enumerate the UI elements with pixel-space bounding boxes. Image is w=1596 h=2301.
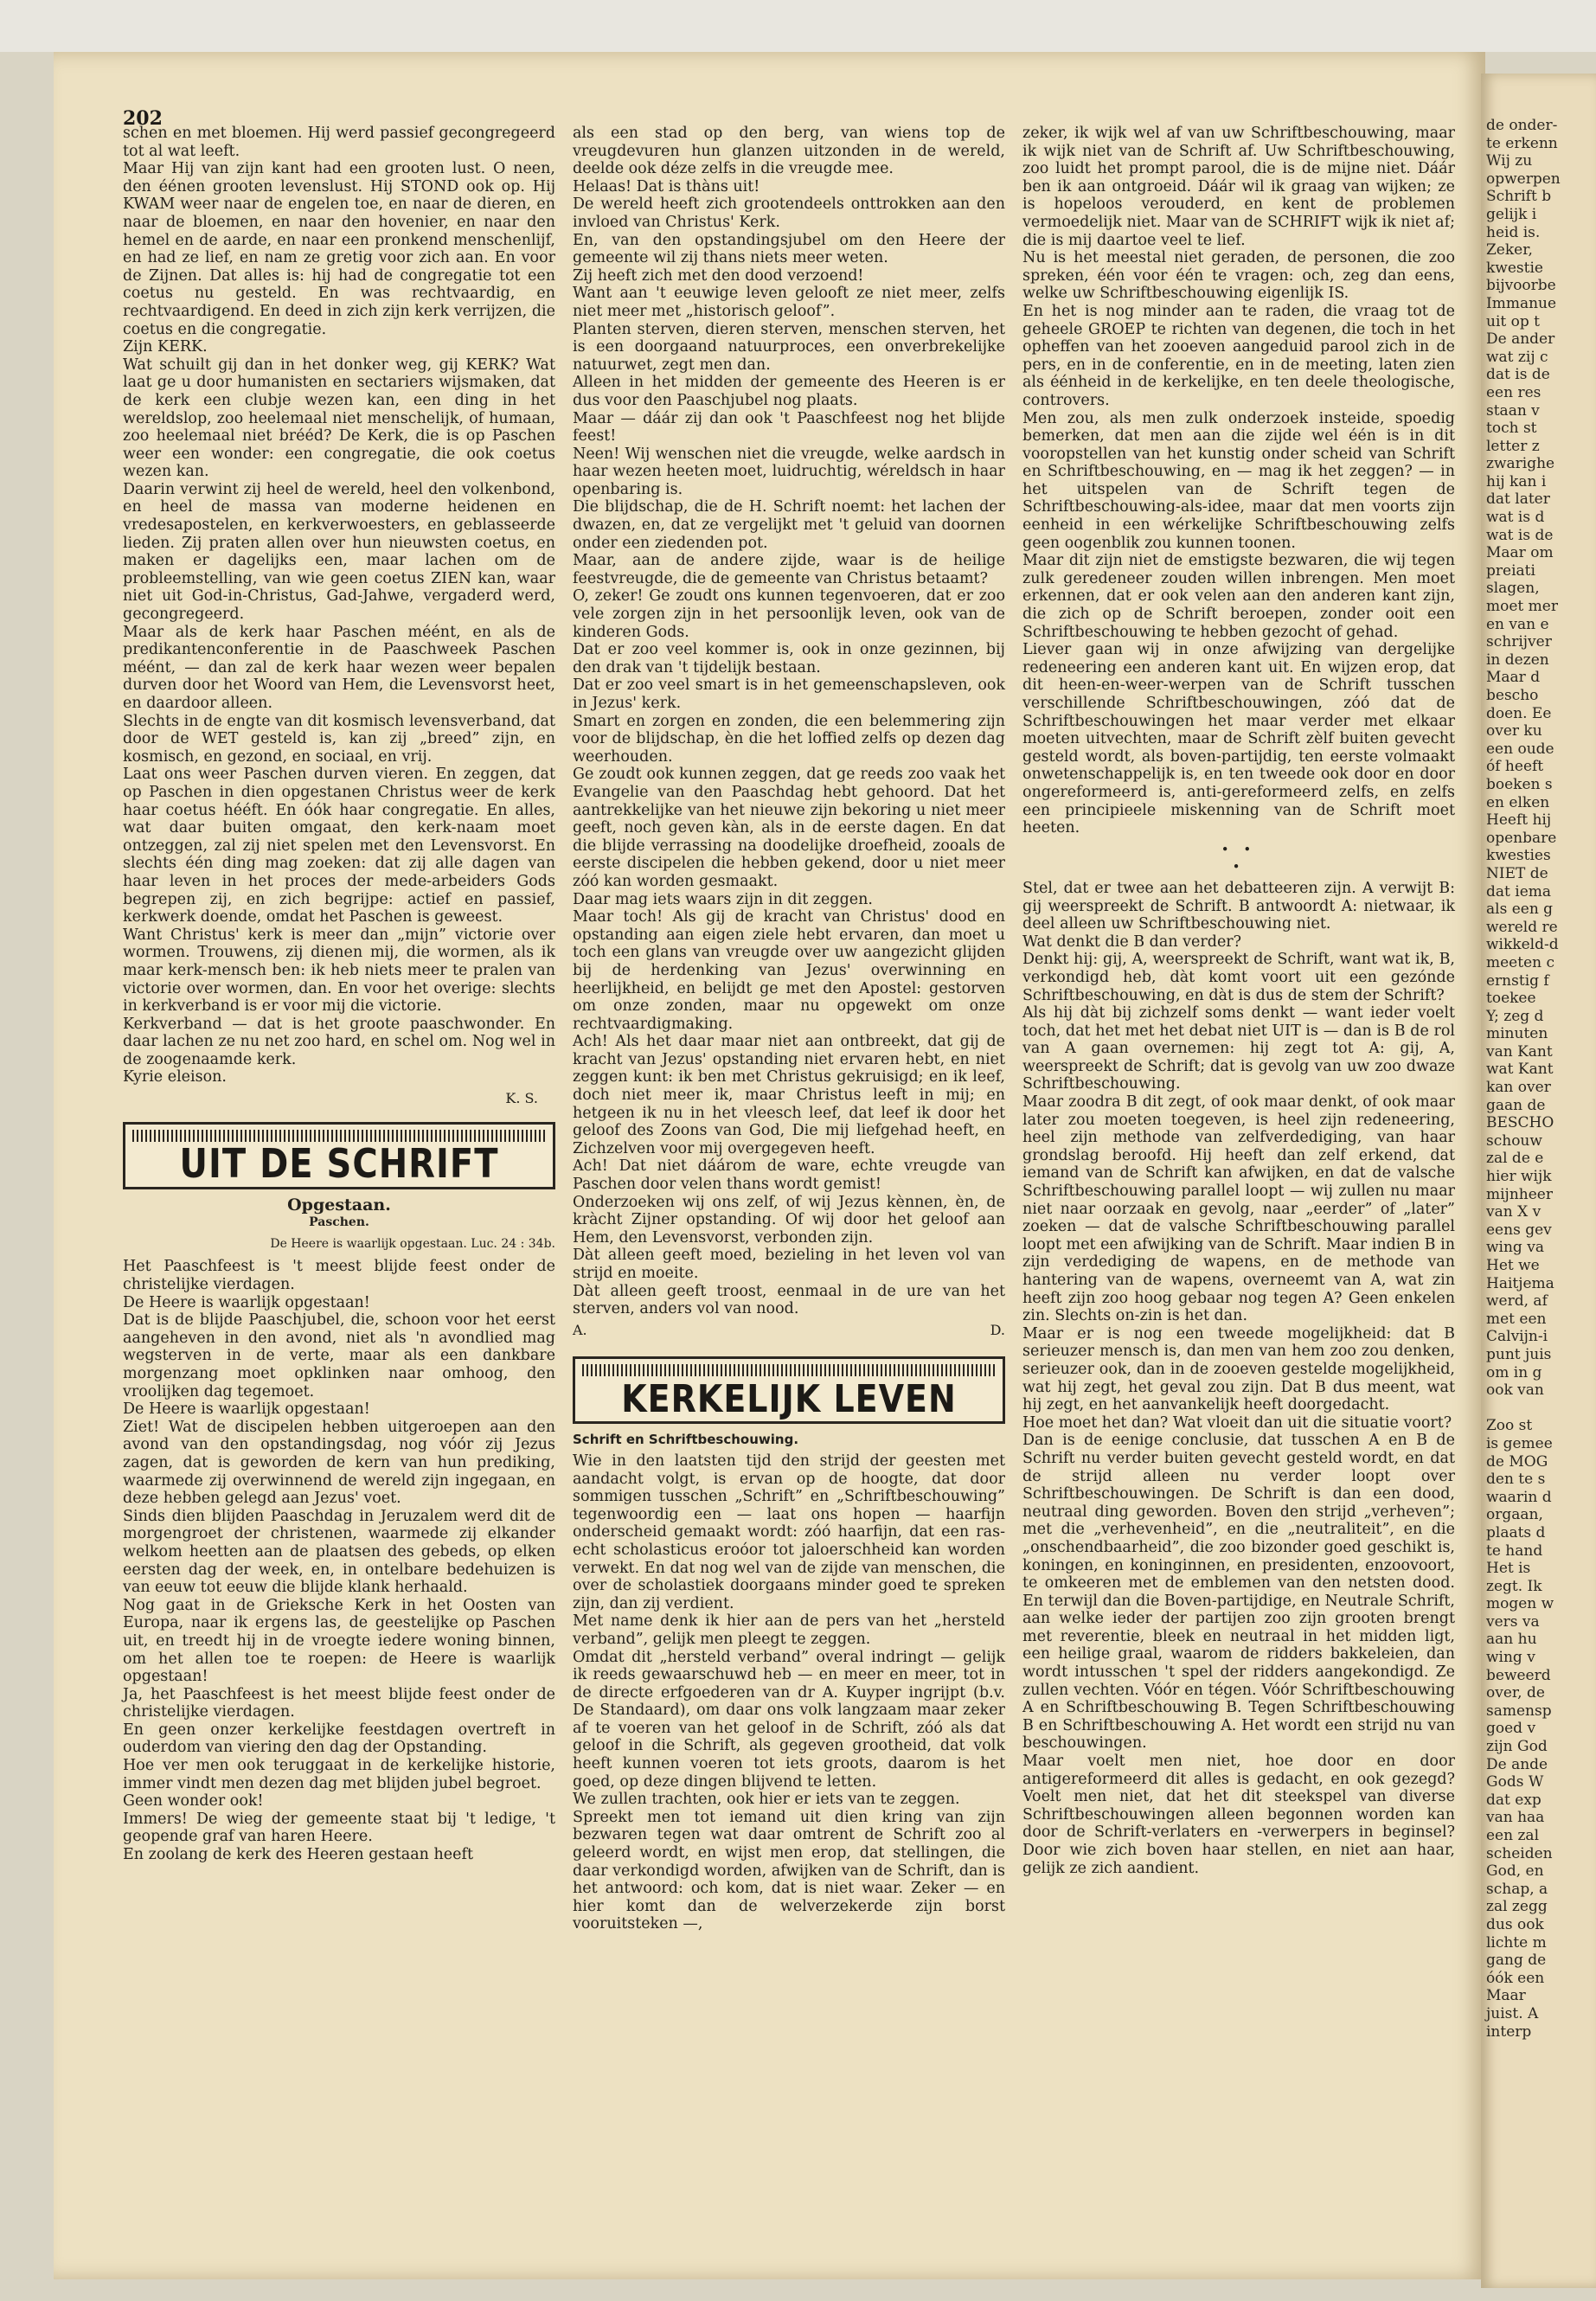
column-1-text	[123, 125, 555, 1086]
paragraph: Hoe moet het dan? Wat vloeit dan uit die situatie voort?	[1022, 1413, 1452, 1432]
paragraph: Dan is de eenige conclusie, dat tusschen A en B de Schrift nu verder buiten gevecht gesteld wordt, en dat de strijd alleen nu verder loopt over Schriftbeschouwingen. De Schrift is dan een dood, neutraal ding geworden. Boven den strijd „verheven”; met die „verhevenheid”, en die „neutraliteit”, en die „onschendbaarheid”, die zoo bizonder goed geschikt is, koningen, en koninginnen, en presidenten, enzoovoort, te omkeeren met de emblemen van den netsten dood. En terwijl dan die Boven-partijdige, en Neutrale Schrift, aan welke ieder der partijen zoo zijn grooten brengt met reverentie, bleek en neutraal in het midden ligt, een heilige graal, waarom de ridders bakkeleien, dan wordt intusschen 't spel der ridders aangekondigd. Ze zullen vechten. Vóór en tégen. Vóór Schriftbeschouwing A en Schriftbeschouwing B. Tegen Schriftbeschouwing B en Schriftbeschouwing A. Het wordt een strijd nu van beschouwingen.	[1022, 1432, 1455, 1753]
adjacent-page-line: God, en	[1486, 1862, 1544, 1881]
column-1	[123, 125, 555, 1864]
paragraph: Immers! De wieg der gemeente staat bij 't ledige, 't geopende graf van haren Heere.	[123, 1810, 555, 1846]
adjacent-page-line: zijn God	[1486, 1738, 1548, 1756]
adjacent-page-line: óf heeft	[1486, 758, 1544, 776]
adjacent-page-line: een oude	[1486, 740, 1554, 758]
paragraph: Laat ons weer Paschen durven vieren. En zeggen, dat op Paschen in dien opgestanen Christus weer de kerk haar coetus hééft. En óók haar congregatie. En alles, wat daar buiten omgaat, den kerk-naam moet ontzeggen, zal zij niet spelen met den Levensvorst. En slechts één ding mag zoeken: dat zij alle dagen van haar leven in het proces der mede-arbeiders Gods begrepen zij, en zich begrijpe: actief en passief, kerkwerk doende, omdat het Paschen is geweest.	[123, 766, 555, 926]
section-banner-kerkelijk-leven	[573, 1356, 1005, 1424]
adjacent-page-line: Zeker,	[1486, 241, 1533, 260]
paragraph: Hoe ver men ook teruggaat in de kerkelijke historie, immer vindt men dezen dag met blijden jubel begroet.	[123, 1757, 555, 1792]
adjacent-page-line: schouw	[1486, 1131, 1542, 1150]
paragraph: Maar voelt men niet, hoe door en door antigereformeerd dit alles is gedacht, en ook gezegd? Voelt men niet, dat het dit steekspel van diverse Schriftbeschouwingen alleen begonnen worden kan door de Schrift-verlaters en -verwerpers in beginsel? Door wie zich boven haar stellen, en niet aan haar, gelijk ze zich aandient.	[1022, 1753, 1455, 1877]
paragraph: als een stad op den berg, van wiens top de vreugdevuren hun glanzen uitzonden in de wereld, deelde ook déze zelfs in die vreugde mee.	[573, 125, 1005, 178]
adjacent-page-line: goed v	[1486, 1720, 1536, 1738]
paragraph: Spreekt men tot iemand uit dien kring van zijn bezwaren tegen wat daar omtrent de Schrift zoo al geleerd wordt, en wijst men erop, dat stellingen, die daar verkondigd worden, afwijken van de Schrift, dan is het antwoord: och kom, dat is niet waar. Zeker — en hier komt dan de welverzekerde zijn borst vooruitsteken —,	[573, 1808, 1005, 1933]
adjacent-page-line: gelijk i	[1486, 205, 1537, 223]
adjacent-page-line: over, de	[1486, 1684, 1545, 1702]
adjacent-page-line: met een	[1486, 1310, 1547, 1328]
adjacent-page-line: is gemee	[1486, 1434, 1553, 1452]
paragraph: De Heere is waarlijk opgestaan!	[123, 1400, 370, 1419]
adjacent-page-line: de MOG	[1486, 1452, 1548, 1471]
adjacent-page-line: mogen w	[1486, 1595, 1554, 1613]
paragraph: En geen onzer kerkelijke feestdagen overtreft in ouderdom van viering den dag der Opstanding.	[123, 1721, 555, 1757]
adjacent-page-line: en van e	[1486, 615, 1549, 633]
newspaper-page	[54, 52, 1485, 2279]
paragraph: Helaas! Dat is thàns uit!	[573, 177, 760, 195]
adjacent-page-line: een res	[1486, 383, 1542, 401]
adjacent-page-line: zegt. Ik	[1486, 1577, 1542, 1595]
paragraph: Maar toch! Als gij de kracht van Christus' dood en opstanding aan eigen ziele hebt ervaren, dan moet u toch een glans van vreugde over uw aangezicht glijden bij de herdenking van Jezus' overwinning en heerlijkheid, en belijdt ge met den Apostel: gestorven om onze zonden, maar nu opgewekt om onze rechtvaardigmaking.	[573, 908, 1005, 1033]
adjacent-page-line: Het is	[1486, 1560, 1531, 1578]
signature-left: A.	[573, 1321, 587, 1338]
adjacent-page-line: te hand	[1486, 1541, 1543, 1560]
paragraph: Want aan 't eeuwige leven gelooft ze niet meer, zelfs niet meer met „historisch geloof”.	[573, 285, 1005, 320]
adjacent-page-line: juist. A	[1486, 2004, 1539, 2022]
column-3-text-2	[1022, 880, 1455, 1877]
adjacent-page-line: samensp	[1486, 1702, 1552, 1720]
paragraph: O, zeker! Ge zoudt ons kunnen tegenvoeren, dat er zoo vele zorgen zijn in het persoonlijk leven, ook van de kinderen Gods.	[573, 587, 1005, 641]
adjacent-page-line: moet mer	[1486, 598, 1558, 616]
signature-right: D.	[990, 1321, 1005, 1338]
adjacent-page-line: Y; zeg d	[1486, 1007, 1544, 1025]
paragraph: Ge zoudt ook kunnen zeggen, dat ge reeds zoo vaak het Evangelie van den Paaschdag hebt gehoord. Dat het aantrekkelijke van het nieuwe zijn bekoring u niet meer geeft, noch geven kàn, als in de eerste dagen. En dat die blijde verrassing na doodelijke droefheid, zooals de eerste discipelen die hebben gekend, door u niet meer zóó kan worden gesmaakt.	[573, 766, 1005, 890]
article-heading: Opgestaan.	[287, 1195, 391, 1215]
paragraph: Want Christus' kerk is meer dan „mijn” victorie over wormen. Trouwens, zij dienen mij, die wormen, als ik maar kerk-mensch ben: ik heb niets meer te pralen van victorie over wormen, dan. En voor het overige: slechts in kerkverband is er voor mij die victorie.	[123, 926, 555, 1016]
adjacent-page-line: Maar om	[1486, 544, 1554, 562]
adjacent-page-line: toch st	[1486, 420, 1537, 438]
adjacent-page-line: Het we	[1486, 1257, 1540, 1274]
adjacent-page-line: dat exp	[1486, 1791, 1542, 1809]
paragraph: Kerkverband — dat is het groote paaschwonder. En daar lachen ze nu net zoo hard, en schel om. Nog wel in de zoogenaamde kerk.	[123, 1015, 555, 1068]
adjacent-page-text	[1486, 117, 1590, 2041]
paragraph: Omdat dit „hersteld verband” overal indringt — gelijk ik reeds gewaarschuwd heb — en meer en meer, tot in de directe erfgoederen van dr A. Kuyper ingrijpt (b.v. De Standaard), om daar ons volk langzaam maar zeker af te voeren van het geloof in de Schrift, zóó als dat geloof in die Schrift, als gegeven grootheid, dat volk heeft kunnen voeren tot iets groots, daarom is het goed, op deze dingen blijvend te letten.	[573, 1648, 1005, 1791]
adjacent-page-line: mijnheer	[1486, 1185, 1553, 1203]
adjacent-page-line: interp	[1486, 2022, 1532, 2041]
paragraph: En het is nog minder aan te raden, die vraag tot de geheele GROEP te richten van degenen, die toch in het opheffen van het zooeven aangeduid parool zich in de pers, en in de conferentie, en in de meeting, laten zien als éénheid in de kerkelijke, en ten deele theologische, controvers.	[1022, 302, 1455, 409]
adjacent-page-line: wing va	[1486, 1239, 1544, 1257]
adjacent-page-line: BESCHO	[1486, 1114, 1554, 1132]
paragraph: Als hij dàt bij zichzelf soms denkt — want ieder voelt toch, dat het met het debat niet UIT is — dan is B de rol van A gaan overnemen: hij zegt tot A: gij, A, weerspreekt de Schrift; dat is gevolg van uw zoo dwaze Schriftbeschouwing.	[1022, 1004, 1455, 1093]
signature-ad	[573, 1322, 1005, 1340]
adjacent-page-line: wing v	[1486, 1649, 1535, 1667]
paragraph: Met name denk ik hier aan de pers van het „hersteld verband”, gelijk men pleegt te zeggen.	[573, 1612, 1005, 1648]
adjacent-page-line: dat iema	[1486, 882, 1552, 901]
adjacent-page-line: Maar	[1486, 1987, 1526, 2005]
page-number: 202	[123, 107, 163, 130]
adjacent-page-line: plaats d	[1486, 1523, 1546, 1541]
adjacent-page-line: over ku	[1486, 722, 1542, 740]
paragraph: Maar dit zijn niet de emstigste bezwaren, die wij tegen zulk geredeneer zouden willen inbrengen. Men moet erkennen, dat er ook velen aan den anderen kant zijn, die zich op de Schrift beroepen, zonder ooit een Schriftbeschouwing te hebben gezocht of gehad.	[1022, 552, 1455, 641]
adjacent-page-line: slagen,	[1486, 580, 1540, 598]
adjacent-page-line: Zoo st	[1486, 1417, 1533, 1435]
paragraph: Stel, dat er twee aan het debatteeren zijn. A verwijt B: gij weerspreekt de Schrift. B antwoordt A: nietwaar, ik deel alleen uw Schriftbeschouwing niet.	[1022, 879, 1455, 933]
adjacent-page-line: NIET de	[1486, 864, 1548, 882]
adjacent-page-line: van Kant	[1486, 1042, 1553, 1061]
adjacent-page-line: te erkenn	[1486, 134, 1558, 152]
adjacent-page-line: den te s	[1486, 1471, 1546, 1489]
paragraph: Alleen in het midden der gemeente des Heeren is er dus voor den Paaschjubel nog plaats.	[573, 374, 1005, 409]
bible-verse: De Heere is waarlijk opgestaan. Luc. 24 : 34b.	[270, 1236, 555, 1251]
adjacent-page-line: Wij zu	[1486, 152, 1533, 170]
adjacent-page-line: wereld re	[1486, 918, 1558, 936]
paragraph: Onderzoeken wij ons zelf, of wij Jezus kènnen, èn, de kràcht Zijner opstanding. Of wij door het geloof aan Hem, den Levensvorst, verbonden zijn.	[573, 1193, 1005, 1247]
adjacent-page-line: minuten	[1486, 1025, 1548, 1043]
paragraph: Planten sterven, dieren sterven, menschen sterven, het is een doorgaand natuurproces, een onverbrekelijke natuurwet, zegt men dan.	[573, 320, 1005, 374]
column-2-text	[573, 125, 1005, 1318]
paragraph: Nu is het meestal niet geraden, de personen, die zoo spreken, één voor één te vragen: och, zeg dan eens, welke uw Schriftbeschouwing eigenlijk IS.	[1022, 249, 1455, 303]
adjacent-page-line: ernstig f	[1486, 971, 1549, 990]
paragraph: Maar als de kerk haar Paschen méént, en als de predikantenconferentie in de Paaschweek Paschen méént, — dan zal de kerk haar wezen weer bepalen durven door het Woord van Hem, die Levensvorst heet, en daardoor alleen.	[123, 623, 555, 712]
adjacent-page-line: preiati	[1486, 561, 1535, 580]
adjacent-page-line: punt juis	[1486, 1345, 1552, 1363]
adjacent-page-line: dus ook	[1486, 1915, 1544, 1933]
adjacent-page-line: Schrift b	[1486, 188, 1552, 206]
adjacent-page-line: Maar d	[1486, 669, 1541, 687]
adjacent-page-line: wat is de	[1486, 526, 1554, 544]
adjacent-page-line: wikkeld-d	[1486, 936, 1559, 954]
adjacent-page-edge	[1481, 74, 1596, 2288]
banner-ornament	[132, 1130, 546, 1142]
adjacent-page-line: beweerd	[1486, 1666, 1551, 1684]
paragraph: We zullen trachten, ook hier er iets van te zeggen.	[573, 1791, 960, 1809]
adjacent-page-line: schrijver	[1486, 633, 1552, 651]
adjacent-page-line: óók een	[1486, 1969, 1545, 1987]
adjacent-page-line: waarin d	[1486, 1488, 1552, 1506]
adjacent-page-line: gaan de	[1486, 1096, 1546, 1114]
adjacent-page-line: heid is.	[1486, 223, 1541, 241]
background-top	[0, 0, 1596, 52]
adjacent-page-line: kwesties	[1486, 847, 1551, 865]
adjacent-page-line: Heeft hij	[1486, 811, 1552, 830]
adjacent-page-line: meeten c	[1486, 953, 1555, 971]
adjacent-page-line: hier wijk	[1486, 1168, 1552, 1186]
adjacent-page-line: zal zegg	[1486, 1898, 1548, 1916]
adjacent-page-line: opwerpen	[1486, 170, 1561, 188]
adjacent-page-line: van haa	[1486, 1809, 1545, 1827]
signature-ks: K. S.	[505, 1090, 538, 1107]
adjacent-page-line: dat later	[1486, 490, 1550, 509]
adjacent-page-line: schap, a	[1486, 1880, 1548, 1898]
paragraph: schen en met bloemen. Hij werd passief gecongregeerd tot al wat leeft.	[123, 125, 555, 160]
paragraph: Geen wonder ook!	[123, 1792, 264, 1811]
article-title: Schrift en Schriftbeschouwing.	[573, 1432, 799, 1448]
adjacent-page-line: om in g	[1486, 1363, 1542, 1381]
adjacent-page-line: wat zij c	[1486, 348, 1548, 366]
paragraph: Die blijdschap, die de H. Schrift noemt: het lachen der dwazen, en, dat ze vergelijkt met 't geluid van doornen onder een ziedenden pot.	[573, 498, 1005, 552]
paragraph: De wereld heeft zich grootendeels onttrokken aan den invloed van Christus' Kerk.	[573, 195, 1005, 231]
paragraph: Ach! Als het daar maar niet aan ontbreekt, dat gij de kracht van Jezus' opstanding niet ervaren hebt, en niet zeggen kunt: ik ben met Christus gekruisigd; en ik leef, doch niet meer ik, maar Christus leeft in mij; en hetgeen ik nu in het vleesch leef, dat leef ik door het geloof des Zoons van God, Die mij liefgehad heeft, en Zichzelven voor mij overgegeven heeft.	[573, 1033, 1005, 1157]
adjacent-page-line: toekee	[1486, 990, 1536, 1008]
paragraph: Dàt alleen geeft troost, eenmaal in de ure van het sterven, anders vol van nood.	[573, 1282, 1005, 1318]
adjacent-page-line: zwarighe	[1486, 455, 1555, 473]
paragraph: Maar zoodra B dit zegt, of ook maar denkt, of ook maar later zou moeten toegeven, is heel zijn redeneering, heel zijn methode van zelfverdediging, van haar grondslag beroofd. Hij heeft dan zelf erkend, dat iemand van de Schrift kan afwijken, en dat de valsche Schriftbeschouwing parallel loopt — wij zullen nu maar niet naar oorzaak en gevolg, naar „eerder” of „later” zoeken — dat de valsche Schriftbeschouwing parallel loopt met een afwijking van de Schrift. Maar indien B in zijn verdediging de wapens, en de methode van hantering van de wapens, overneemt van A, wat zin heeft zijn zoo hoog gebaar nog tegen A? Geen enkelen zin. Slechts on-zin is het dan.	[1022, 1093, 1455, 1325]
adjacent-page-line	[1486, 1400, 1590, 1418]
adjacent-page-line: van X v	[1486, 1203, 1542, 1221]
adjacent-page-line: ook van	[1486, 1381, 1544, 1400]
adjacent-page-line: Immanue	[1486, 294, 1557, 312]
paragraph: Dat er zoo veel smart is in het gemeenschapsleven, ook in Jezus' kerk.	[573, 676, 1005, 712]
paragraph: Maar er is nog een tweede mogelijkheid: dat B serieuzer mensch is, dan men van hem zoo zou denken, serieuzer ook, dan in de zooeven gestelde mogelijkheid, wat hij zegt, het geval zou zijn. Dat B dus meent, wat hij zegt, en het aanvankelijk heeft doorgedacht.	[1022, 1324, 1455, 1414]
paragraph: Daarin verwint zij heel de wereld, heel den volkenbond, en heel de massa van moderne heidenen en vredesapostelen, en kerkverwoesters, en geblasseerde lieden. Zij praten allen over hun nieuwsten coetus, en maken er dagelijks een, maar lachen om de probleemstelling, van wie geen coetus ZIEN kan, waar niet uit God-in-Christus, Gad-Jahwe, vergaderd werd, gecongregeerd.	[123, 480, 555, 624]
column-3-text	[1022, 125, 1455, 837]
adjacent-page-line: bijvoorbe	[1486, 277, 1556, 295]
banner-title: UIT DE SCHRIFT	[179, 1141, 499, 1188]
paragraph: Kyrie eleison.	[123, 1068, 227, 1086]
adjacent-page-line: Calvijn-i	[1486, 1328, 1548, 1346]
paragraph: En, van den opstandingsjubel om den Heere der gemeente wil zij thans niets meer weten.	[573, 231, 1005, 267]
paragraph: Ach! Dat niet dáárom de ware, echte vreugde van Paschen door velen thans wordt gemist!	[573, 1157, 1005, 1194]
adjacent-page-line: hij kan i	[1486, 472, 1547, 490]
column-3	[1022, 125, 1455, 1877]
adjacent-page-line: Gods W	[1486, 1773, 1544, 1791]
article-subheading: Paschen.	[309, 1215, 369, 1230]
paragraph: Maar, aan de andere zijde, waar is de heilige feestvreugde, die de gemeente van Christus betaamt?	[573, 552, 1005, 587]
paragraph: Sinds dien blijden Paaschdag in Jeruzalem werd dit de morgengroet der christenen, waarmede zij elkander welkom heetten aan de plaatsen des gebeds, op elken eersten dag der week, en, in ontelbare bedehuizen is van eeuw tot eeuw die blijde klank herhaald.	[123, 1507, 555, 1597]
adjacent-page-line: dat is de	[1486, 366, 1550, 384]
adjacent-page-line: kan over	[1486, 1079, 1551, 1097]
paragraph: Wie in den laatsten tijd den strijd der geesten met aandacht volgt, is ervan op de hoogte, dat door sommigen tusschen „Schrift” en „Schriftbeschouwing” tegenwoordig een — laat ons hopen — haarfijn onderscheid gemaakt wordt: zóó haarfijn, dat een ras-echt scholasticus eroóor tot jaloerschheid kan worden verwekt. En dat nog wel van de zijde van menschen, die over de scholastiek doorgaans minder goed te spreken zijn, dan zij verdient.	[573, 1452, 1005, 1612]
column-1-text-2	[123, 1258, 555, 1863]
adjacent-page-line: doen. Ee	[1486, 704, 1552, 722]
paragraph: zeker, ik wijk wel af van uw Schriftbeschouwing, maar ik wijk niet van de Schrift af. Uw Schriftbeschouwing, zoo luidt het prompt parool, die is de mijne niet. Dáár ben ik aan ontgroeid. Dáár wil ik graag van wijken; ze is hopeloos verouderd, en kent de problemen vermoedelijk niet. Maar van de SCHRIFT wijk ik niet af; die is mij daartoe veel te lief.	[1022, 125, 1455, 249]
adjacent-page-line: wat Kant	[1486, 1061, 1554, 1079]
adjacent-page-line: De ander	[1486, 330, 1555, 349]
banner-ornament	[582, 1364, 996, 1376]
adjacent-page-line: Haitjema	[1486, 1274, 1554, 1292]
adjacent-page-line: werd, af	[1486, 1292, 1548, 1311]
banner-title: KERKELIJK LEVEN	[621, 1377, 957, 1421]
paragraph: Ziet! Wat de discipelen hebben uitgeroepen aan den avond van den opstandingsdag, nog vóór zij Jezus zagen, dat is geworden de kern van hun prediking, waarmede zij overwinnend de wereld zijn ingegaan, en deze hebben gelegd aan Jezus' voet.	[123, 1418, 555, 1508]
adjacent-page-line: staan v	[1486, 401, 1540, 420]
paragraph: Dàt alleen geeft moed, bezieling in het leven vol van strijd en moeite.	[573, 1247, 1005, 1282]
adjacent-page-line: een zal	[1486, 1827, 1540, 1844]
paragraph: Wat schuilt gij dan in het donker weg, gij KERK? Wat laat ge u door humanisten en sectariers wijsmaken, dat de kerk een clubje wezen kan, een ding in het wereldslop, zoo heelemaal niet menschelijk, of humaan, zoo heelemaal niet brééd? De Kerk, die is op Paschen weer een wonder: een congregatie, die ook coetus wezen kan.	[123, 356, 555, 481]
section-banner-uit-de-schrift	[123, 1122, 555, 1189]
paragraph: Maar — dáár zij dan ook 't Paaschfeest nog het blijde feest!	[573, 409, 1005, 445]
paragraph: De Heere is waarlijk opgestaan!	[123, 1293, 370, 1311]
adjacent-page-line: zal de e	[1486, 1150, 1544, 1168]
paragraph: Smart en zorgen en zonden, die een belemmering zijn voor de blijdschap, èn die het loffied zelfs op dezen dag weerhouden.	[573, 712, 1005, 766]
adjacent-page-line: aan hu	[1486, 1631, 1537, 1649]
paragraph: Ja, het Paaschfeest is het meest blijde feest onder de christelijke vierdagen.	[123, 1685, 555, 1721]
paragraph: Slechts in de engte van dit kosmisch levensverband, dat door de WET gesteld is, kan zij „breed” zijn, en kosmisch, en gezond, en sociaal, en vrij.	[123, 712, 555, 766]
section-separator: • • •	[1221, 841, 1257, 875]
adjacent-page-line: boeken s	[1486, 775, 1553, 793]
adjacent-page-line: de onder-	[1486, 117, 1558, 134]
adjacent-page-line: lichte m	[1486, 1933, 1547, 1952]
paragraph: Dat er zoo veel kommer is, ook in onze gezinnen, bij den drak van 't tijdelijk bestaan.	[573, 641, 1005, 676]
paragraph: Denkt hij: gij, A, weerspreekt de Schrift, want wat ik, B, verkondigd heb, dàt komt voort uit een gezónde Schriftbeschouwing, en dàt is dus de stem der Schrift?	[1022, 951, 1455, 1004]
paragraph: Zij heeft zich met den dood verzoend!	[573, 266, 864, 285]
paragraph: Men zou, als men zulk onderzoek insteide, spoedig bemerken, dat men aan die zijde wel één is in dit vooropstellen van het kunstig onder scheid van Schrift en Schriftbeschouwing, en — mag ik het zeggen? — in het uitspelen van de Schrift tegen de Schriftbeschouwing-als-idee, maar dat men voorts zijn eenheid in een wérkelijke Schriftbeschouwing zelfs geen oogenblik zou kunnen toonen.	[1022, 409, 1455, 552]
paragraph: Nog gaat in de Grieksche Kerk in het Oosten van Europa, naar ik ergens las, de geestelijke op Paschen uit, en treedt hij in de vroegte iedere woning binnen, om het allen toe te roepen: de Heere is waarlijk opgestaan!	[123, 1596, 555, 1686]
paragraph: Het Paaschfeest is 't meest blijde feest onder de christelijke vierdagen.	[123, 1258, 555, 1294]
paragraph: Neen! Wij wenschen niet die vreugde, welke aardsch in haar wezen heeten moet, luidruchtig, wéreldsch in haar openbaring is.	[573, 445, 1005, 498]
adjacent-page-line: orgaan,	[1486, 1506, 1543, 1524]
adjacent-page-line: De ande	[1486, 1755, 1548, 1773]
column-2-text-2	[573, 1452, 1005, 1933]
adjacent-page-line: wat is d	[1486, 509, 1545, 527]
adjacent-page-line: in dezen	[1486, 651, 1549, 669]
paragraph: Maar Hij van zijn kant had een grooten lust. O neen, den éénen grooten levenslust. Hij STOND ook op. Hij KWAM weer naar de engelen toe, en naar de dieren, en naar de bloemen, en naar den hovenier, en naar den hemel en de aarde, en naar een pronkend menschenlijf, en had ze lief, en nam ze gretig voor zich aan. En voor de Zijnen. Dat alles is: hij had de congregatie tot een coetus nu gesteld. En was rechtvaardig, en rechtvaardigend. En deed in zich zijn kerk verrijzen, die coetus en die congregatie.	[123, 160, 555, 338]
adjacent-page-line: en elken	[1486, 793, 1550, 811]
column-2	[573, 125, 1005, 1933]
adjacent-page-line: bescho	[1486, 687, 1539, 704]
adjacent-page-line: uit op t	[1486, 312, 1540, 330]
adjacent-page-line: eens gev	[1486, 1221, 1552, 1239]
paragraph: Zijn KERK.	[123, 338, 208, 356]
adjacent-page-line: openbare	[1486, 829, 1557, 847]
paragraph: Daar mag iets waars zijn in dit zeggen.	[573, 890, 873, 908]
adjacent-page-line: letter z	[1486, 437, 1540, 455]
adjacent-page-line: als een g	[1486, 901, 1554, 919]
adjacent-page-line: scheiden	[1486, 1844, 1553, 1862]
adjacent-page-line: vers va	[1486, 1612, 1540, 1631]
paragraph: Wat denkt die B dan verder?	[1022, 933, 1242, 951]
adjacent-page-line: kwestie	[1486, 259, 1543, 277]
paragraph: Liever gaan wij in onze afwijzing van dergelijke redeneering een anderen kant uit. En wijzen erop, dat dit heen-en-weer-werpen van de Schrift tusschen verschillende Schriftbeschouwingen, zóó dat de Schriftbeschouwingen het maar verder met elkaar moeten uitvechten, maar de Schrift zèlf buiten gevecht gesteld wordt, als boven-partijdig, ten eerste volmaakt onwetenschappelijk is, en ten tweede ook door en door ongereformeerd is, anti-gereformeerd zelfs, en zelfs een principieele miskenning van de Schrift moet heeten.	[1022, 641, 1455, 837]
paragraph: Dat is de blijde Paaschjubel, die, schoon voor het eerst aangeheven in den avond, niet als 'n avondlied mag wegsterven in de verte, maar als een dankbare morgenzang moet opklinken naar omhoog, den vroolijken dag tegemoet.	[123, 1311, 555, 1400]
paragraph: En zoolang de kerk des Heeren gestaan heeft	[123, 1846, 473, 1864]
adjacent-page-line: gang de	[1486, 1952, 1547, 1970]
